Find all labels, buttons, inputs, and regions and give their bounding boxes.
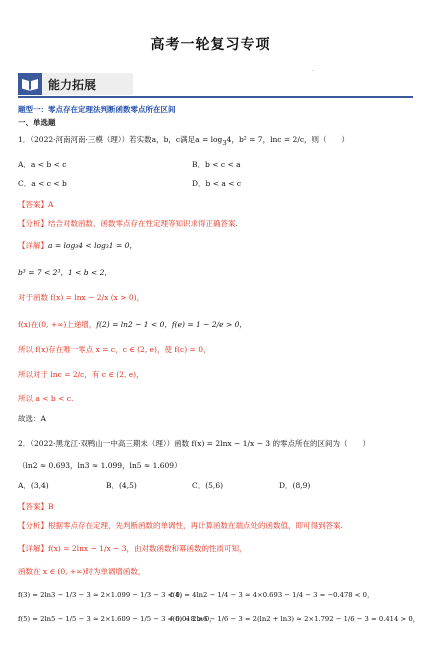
q2-analysis [18, 520, 343, 531]
q2-calc-f6: f(6) = 2ln6 − 1/6 − 3 = 2(ln2 + ln3) ≈ 2×1.792 − 1/6 − 3 = 0.414 > 0， [170, 615, 420, 623]
q2-detail-2: 函数在 x ∈ (0, +∞)时为单调增函数， [18, 567, 146, 576]
q2-detail-line1: f(x) = 2lnx − 1/x − 3，由对数函数和幂函数的性质可知， [48, 544, 247, 553]
q1-stem-text: 1．（2022·河南河南·三模（理））若实数a，b，c满足a = log [18, 135, 223, 144]
stray-dot: . [312, 66, 314, 73]
q1-answer: 【答案】A [18, 200, 54, 209]
q2-calc-f4: f(4) = 4ln2 − 1/4 − 3 ≈ 4×0.693 − 1/4 − 3 = −0.478 < 0， [170, 591, 374, 599]
q1-detail-4a: f(x)在(0, +∞)上递增， [18, 320, 97, 329]
q1-conclusion: 故选：A [18, 414, 46, 423]
q1-detail-5: 所以 f(x)存在唯一零点 x = c，c ∈ (2, e)，使 f(c) = 0， [18, 345, 211, 354]
q1-detail-3: 对于函数 f(x) = lnx − 2/x (x > 0)， [18, 293, 145, 302]
subsection-heading: 一、单选题 [18, 118, 56, 127]
q1-analysis-label: 【分析】 [18, 219, 48, 228]
q2-option-d: D．(8,9) [279, 481, 311, 490]
q1-option-a: A．a < b < c [18, 160, 67, 169]
q2-stem: 2．（2022·黑龙江·双鸭山一中高三期末（理））函数 f(x) = 2lnx − 1/x − 3 的零点所在的区间为（ ） [18, 439, 370, 448]
q1-detail-4b: f(2) = ln2 − 1 < 0，f(e) = 1 − 2/e > 0， [96, 320, 247, 329]
q1-option-b: B．b < c < a [192, 160, 241, 169]
section-title: 能力拓展 [48, 78, 97, 92]
q2-option-a: A．(3,4) [18, 481, 49, 490]
q2-detail-label: 【详解】 [18, 544, 48, 553]
q2-answer: 【答案】B [18, 502, 54, 511]
q1-detail-7: 所以 a < b < c. [18, 394, 74, 403]
q1-stem: 1．（2022·河南河南·三模（理））若实数a，b，c满足a = log34，b² = 7，lnc = 2/c，则（ ） [18, 135, 350, 147]
q1-analysis [18, 218, 238, 229]
q2-calc-f3: f(3) = 2ln3 − 1/3 − 3 ≈ 2×1.099 − 1/3 − 3 < 0， [18, 591, 187, 599]
q1-option-d: D．b < a < c [192, 179, 242, 188]
q2-detail-1 [18, 543, 247, 554]
q1-detail-6: 所以对于 lnc = 2/c，有 c ∈ (2, e)， [18, 370, 144, 379]
q1-detail-4 [18, 319, 247, 330]
q1-detail-2: b³ = 7 < 2³，1 < b < 2， [18, 268, 112, 277]
q2-calc-f5: f(5) = 2ln5 − 1/5 − 3 ≈ 2×1.609 − 1/5 − 3 = 0.018 > 0， [18, 615, 217, 623]
q2-option-b: B．(4,5) [106, 481, 137, 490]
topic-heading: 题型一：零点存在定理法判断函数零点所在区间 [18, 105, 176, 114]
section-rule [18, 96, 413, 98]
q2-option-c: C．(5,6) [192, 481, 224, 490]
q1-detail-label: 【详解】 [18, 241, 48, 250]
q2-given: （ln2 ≈ 0.693，ln3 ≈ 1.099，ln5 ≈ 1.609） [18, 461, 182, 470]
q2-analysis-label: 【分析】 [18, 521, 48, 530]
book-icon [18, 73, 42, 95]
q1-option-c: C．a < c < b [18, 179, 67, 188]
q1-stem-tail: 4，b² = 7，lnc = 2/c，则（ ） [226, 135, 350, 144]
q1-detail-line1: a = log₃4 < log₃1 = 0， [48, 241, 137, 250]
q2-analysis-text: 根据零点存在定理，先判断函数的单调性，再计算函数在端点处的函数值，即可得到答案. [48, 521, 343, 530]
q1-analysis-text: 结合对数函数、函数零点存在性定理等知识求得正确答案. [48, 219, 238, 228]
q1-detail-1 [18, 240, 137, 251]
page-title: 高考一轮复习专项 [150, 37, 271, 53]
